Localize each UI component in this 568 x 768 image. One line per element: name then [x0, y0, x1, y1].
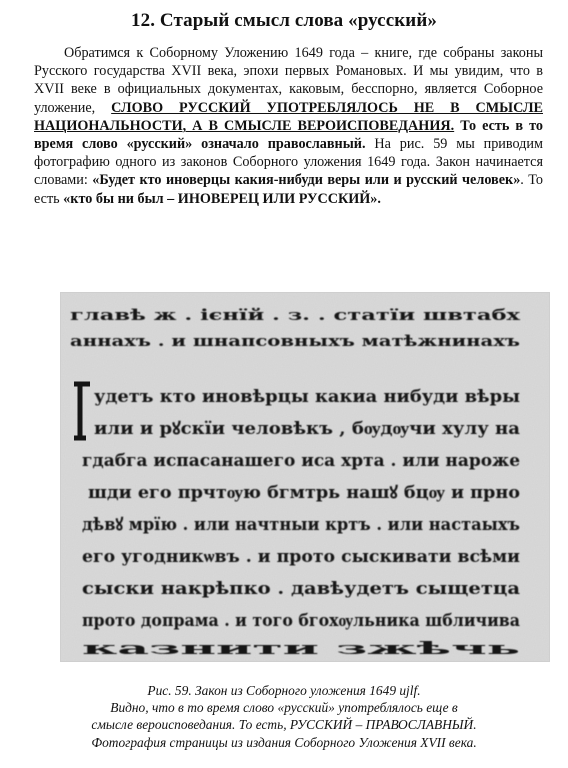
manuscript-line: дѣвꙋ мрїю . или начтныи кртъ . или настаыхъ [82, 515, 520, 535]
manuscript-line: главѣ ж . ієнїй . з. . статїи швтабх [70, 306, 522, 324]
figure-caption [20, 682, 548, 751]
manuscript-line: казнити зжѣчь [82, 639, 520, 659]
manuscript-line: или и рꙋскїи человѣкъ , бѹдѹчи хулу на [94, 419, 520, 439]
manuscript-line: аннахъ . и шнапсовныхъ матѣжнинахъ [70, 332, 520, 350]
emphasis-statement: СЛОВО РУССКИЙ УПОТРЕБЛЯЛОСЬ НЕ В СМЫСЛЕ НАЦИОНАЛЬНОСТИ, А В СМЫСЛЕ ВЕРОИСПОВЕДАНИЯ. [34, 99, 543, 134]
bold-meaning: То есть в то время слово «русский» означало православный. [34, 117, 543, 153]
caption-line-2: Видно, что в то время слово «русский» употреблялось еще в [110, 700, 458, 716]
manuscript-line: удетъ кто иновѣрцы какиа нибуди вѣры [94, 387, 520, 407]
caption-line-1: Рис. 59. Закон из Соборного уложения 1649 ujlf. [147, 683, 421, 698]
manuscript-line: гдабга испасанашего иса хрта . или нароже [82, 451, 521, 471]
manuscript-photo [60, 292, 550, 662]
manuscript-line: прото допрама . и того бгохѹльника шбличива [82, 611, 520, 631]
paragraph-connector: . То есть [34, 172, 543, 207]
law-quote: «Будет кто иноверцы какия-нибуди веры или и русский человек» [92, 172, 521, 189]
caption-line-3: смысле вероисповедания. То есть, РУССКИЙ – ПРАВОСЛАВНЫЙ. [91, 717, 477, 733]
caption-line-4: Фотография страницы из издания Соборного Уложения XVII века. [91, 734, 477, 750]
paragraph-intro: Обратимся к Соборному Уложению 1649 года – книге, где собраны законы Русского государства XVII века, эпохи первых Романовых. И мы увидим, что в XVII веке в официальных документах, каковым, бесспорно, является Соборное уложение, [34, 45, 543, 116]
manuscript-photo-svg [60, 292, 550, 662]
interpretation-quote: «кто бы ни был – ИНОВЕРЕЦ ИЛИ РУССКИЙ». [63, 190, 381, 207]
manuscript-line: сыски накрѣпко . давѣудетъ сыщетца [82, 579, 520, 599]
manuscript-line: его угодникѡвъ . и прото сыскивати всѣми [82, 547, 521, 567]
manuscript-line: шди его прчтѹю бгмтрь нашꙋ бцѹ и прно [88, 483, 520, 503]
paragraph-figure-reference: На рис. 59 мы приводим фотографию одного из законов Соборного уложения 1649 года. Закон начинается словами: [34, 136, 543, 189]
section-title: 12. Старый смысл слова «русский» [131, 10, 437, 31]
main-paragraph [34, 44, 543, 208]
